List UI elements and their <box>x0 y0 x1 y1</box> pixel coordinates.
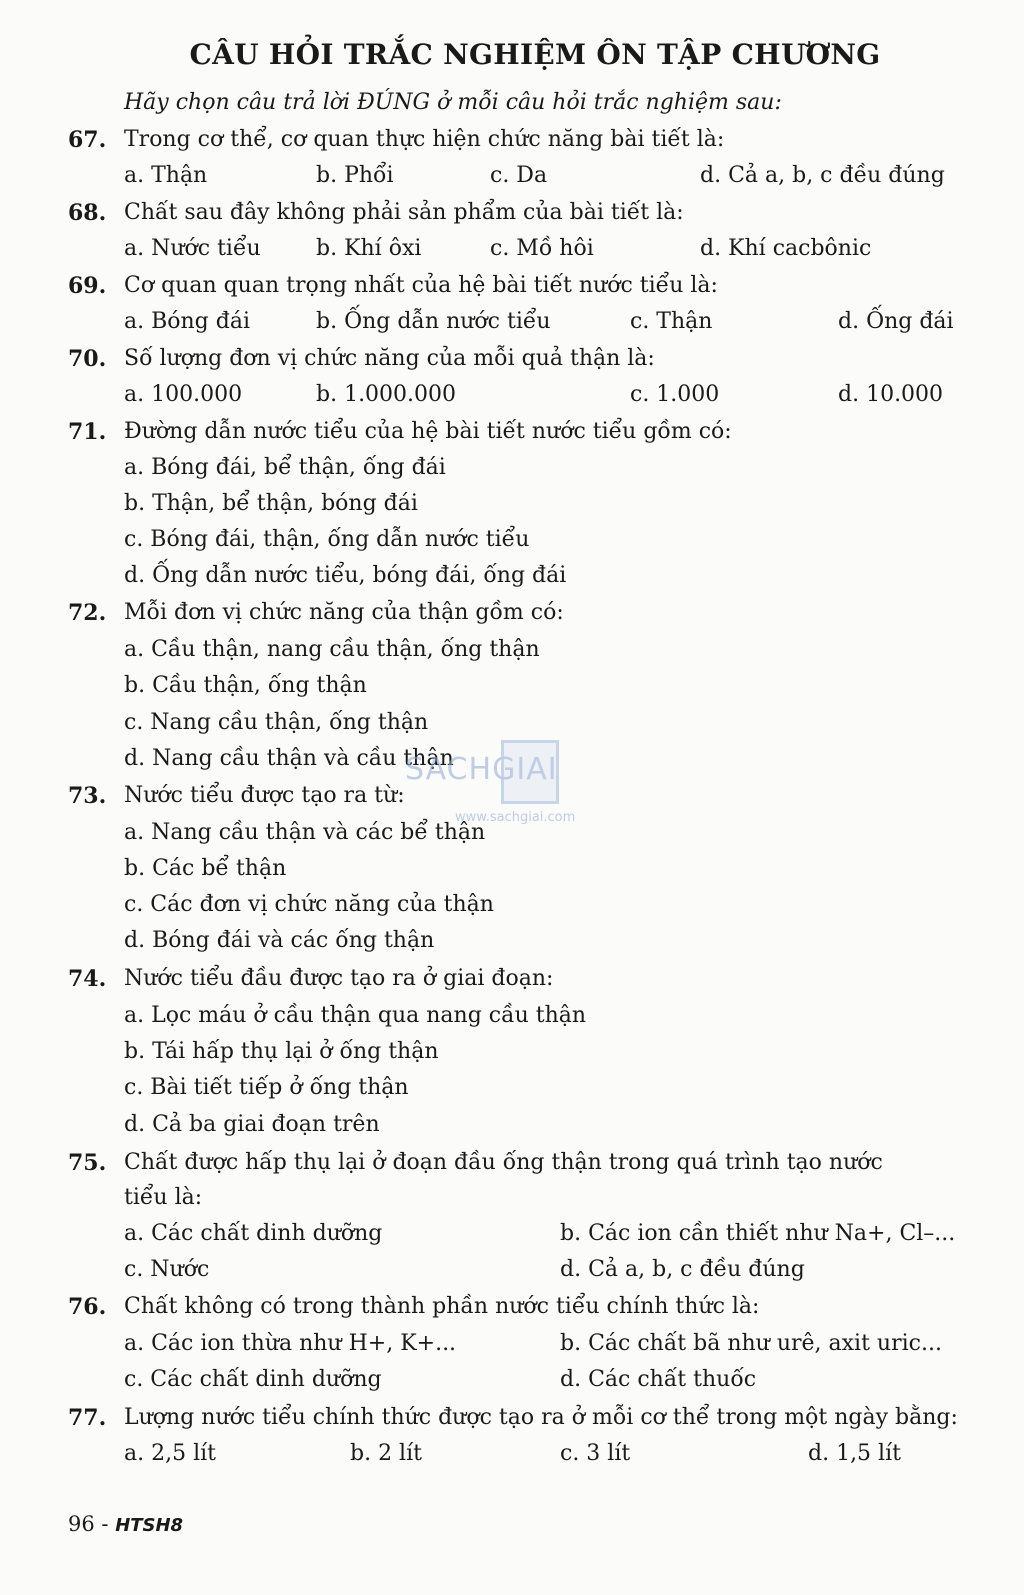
option-d: d. 10.000 <box>838 382 944 407</box>
page-number: 96 - <box>68 1512 109 1536</box>
watermark-logo <box>405 738 605 838</box>
question-number: 73. <box>68 783 107 809</box>
option-d: d. Ống dẫn nước tiểu, bóng đái, ống đái <box>124 563 567 588</box>
question-number: 70. <box>68 346 107 372</box>
question-number: 75. <box>68 1150 107 1176</box>
option-a: a. 100.000 <box>124 382 243 407</box>
option-c: c. 3 lít <box>560 1441 631 1466</box>
option-c: c. Các chất dinh dưỡng <box>124 1367 382 1392</box>
option-a: a. Bóng đái, bể thận, ống đái <box>124 455 446 480</box>
option-b: b. Các chất bã như urê, axit uric... <box>560 1331 942 1356</box>
question-text-continued: tiểu là: <box>124 1185 203 1210</box>
instruction-text: Hãy chọn câu trả lời ĐÚNG ở mỗi câu hỏi trắc nghiệm sau: <box>124 90 782 115</box>
question-number: 71. <box>68 419 107 445</box>
question-text: Lượng nước tiểu chính thức được tạo ra ở mỗi cơ thể trong một ngày bằng: <box>124 1405 958 1430</box>
option-a: a. Cầu thận, nang cầu thận, ống thận <box>124 637 540 662</box>
page-title: CÂU HỎI TRẮC NGHIỆM ÔN TẬP CHƯƠNG <box>189 38 881 71</box>
option-c: c. 1.000 <box>630 382 720 407</box>
question-number: 68. <box>68 200 107 226</box>
option-d: d. Nang cầu thận và cầu thận <box>124 746 454 771</box>
question-number: 76. <box>68 1294 107 1320</box>
question-text: Chất không có trong thành phần nước tiểu chính thức là: <box>124 1294 760 1319</box>
question-text: Chất được hấp thụ lại ở đoạn đầu ống thận trong quá trình tạo nước <box>124 1150 883 1175</box>
book-code: HTSH8 <box>115 1515 184 1536</box>
option-c: c. Da <box>490 163 548 188</box>
watermark-brand: SACHGIAI <box>405 752 558 787</box>
option-d: d. Cả ba giai đoạn trên <box>124 1112 380 1137</box>
option-a: a. Các ion thừa như H+, K+... <box>124 1331 457 1356</box>
option-d: d. Cả a, b, c đều đúng <box>700 163 945 188</box>
page-footer <box>68 1512 183 1536</box>
option-c: c. Nang cầu thận, ống thận <box>124 710 429 735</box>
option-b: b. Phổi <box>316 163 394 188</box>
option-a: a. Bóng đái <box>124 309 250 334</box>
question-text: Trong cơ thể, cơ quan thực hiện chức năng bài tiết là: <box>124 127 725 152</box>
option-b: b. Các bể thận <box>124 856 287 881</box>
option-b: b. Cầu thận, ống thận <box>124 673 367 698</box>
option-b: b. Các ion cần thiết như Na+, Cl–... <box>560 1221 956 1246</box>
question-number: 69. <box>68 273 107 299</box>
question-text: Cơ quan quan trọng nhất của hệ bài tiết nước tiểu là: <box>124 273 718 298</box>
question-text: Đường dẫn nước tiểu của hệ bài tiết nước tiểu gồm có: <box>124 419 732 444</box>
option-c: c. Bài tiết tiếp ở ống thận <box>124 1075 409 1100</box>
question-number: 72. <box>68 600 107 626</box>
option-d: d. Khí cacbônic <box>700 236 872 261</box>
option-c: c. Mồ hôi <box>490 236 594 261</box>
question-number: 74. <box>68 966 107 992</box>
option-c: c. Bóng đái, thận, ống dẫn nước tiểu <box>124 527 530 552</box>
option-a: a. Các chất dinh dưỡng <box>124 1221 383 1246</box>
question-text: Nước tiểu đầu được tạo ra ở giai đoạn: <box>124 966 554 991</box>
option-a: a. Lọc máu ở cầu thận qua nang cầu thận <box>124 1003 587 1028</box>
option-b: b. 1.000.000 <box>316 382 457 407</box>
question-number: 67. <box>68 127 107 153</box>
option-d: d. Các chất thuốc <box>560 1367 757 1392</box>
option-a: a. Nước tiểu <box>124 236 261 261</box>
question-text: Mỗi đơn vị chức năng của thận gồm có: <box>124 600 564 625</box>
question-text: Nước tiểu được tạo ra từ: <box>124 783 405 808</box>
option-a: a. 2,5 lít <box>124 1441 216 1466</box>
option-b: b. Ống dẫn nước tiểu <box>316 309 551 334</box>
option-b: b. 2 lít <box>350 1441 422 1466</box>
watermark-url: www.sachgiai.com <box>455 810 576 825</box>
question-text: Số lượng đơn vị chức năng của mỗi quả thận là: <box>124 346 655 371</box>
option-d: d. Ống đái <box>838 309 954 334</box>
question-number: 77. <box>68 1405 107 1431</box>
option-b: b. Khí ôxi <box>316 236 422 261</box>
option-c: c. Thận <box>630 309 713 334</box>
option-d: d. Cả a, b, c đều đúng <box>560 1257 805 1282</box>
option-b: b. Tái hấp thụ lại ở ống thận <box>124 1039 439 1064</box>
option-a: a. Nang cầu thận và các bể thận <box>124 820 486 845</box>
option-b: b. Thận, bể thận, bóng đái <box>124 491 418 516</box>
option-d: d. 1,5 lít <box>808 1441 901 1466</box>
option-d: d. Bóng đái và các ống thận <box>124 928 435 953</box>
question-text: Chất sau đây không phải sản phẩm của bài tiết là: <box>124 200 684 225</box>
option-c: c. Nước <box>124 1257 210 1282</box>
option-a: a. Thận <box>124 163 208 188</box>
option-c: c. Các đơn vị chức năng của thận <box>124 892 494 917</box>
